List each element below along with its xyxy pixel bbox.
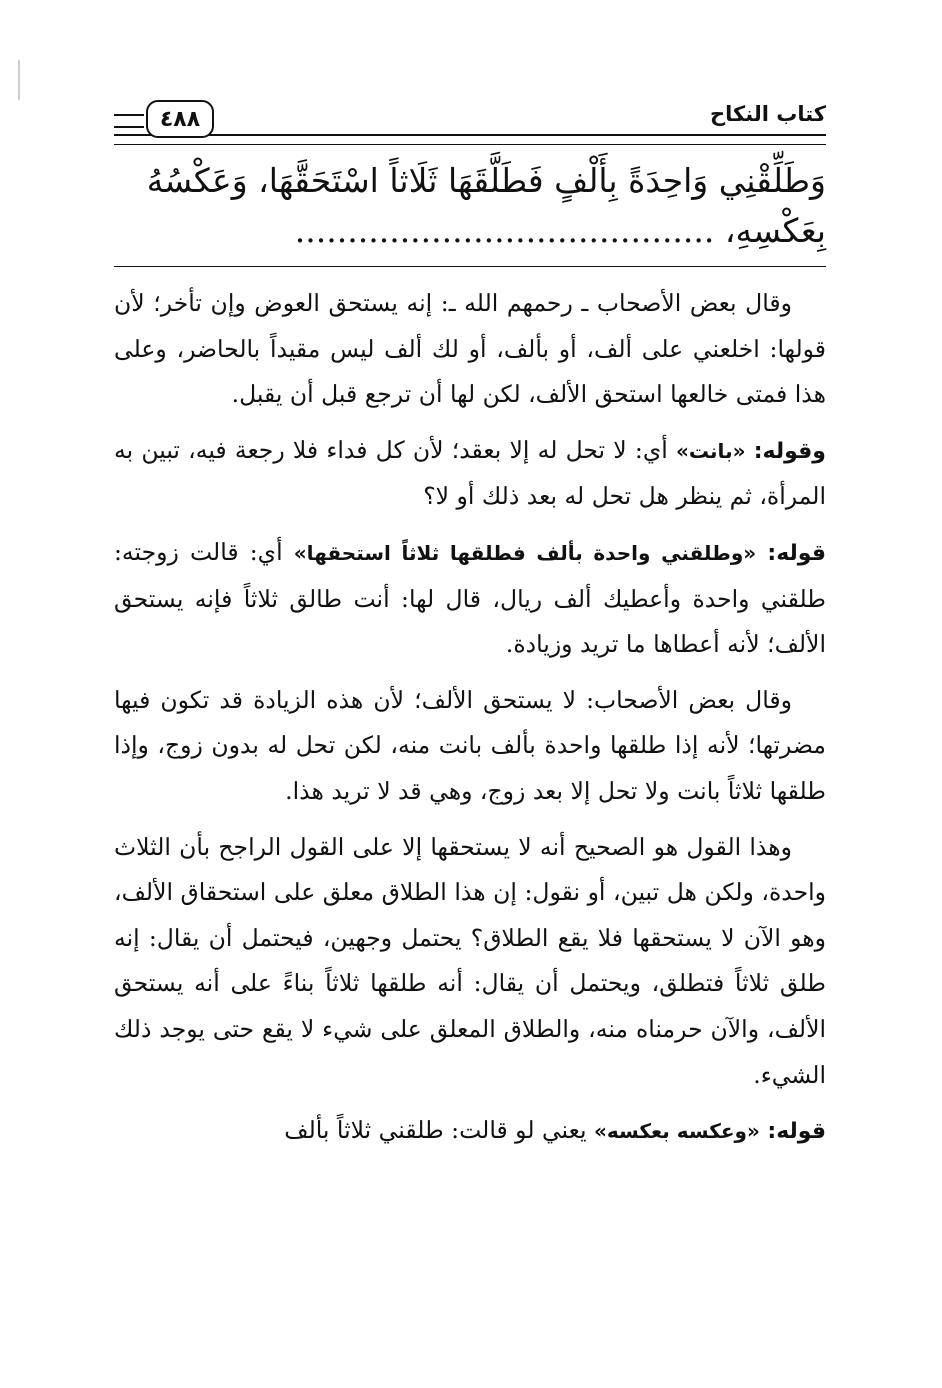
scan-edge-mark [18, 60, 20, 100]
paragraph: وهذا القول هو الصحيح أنه لا يستحقها إلا على القول الراجح بأن الثلاث واحدة، ولكن هل تبين، أو نقول: إن هذا الطلاق معلق على استحقاق الألف، وهو الآن لا يستحقها فلا يقع الطلاق؟ يحتمل وجهين، فيحتمل أن يقال: إنه طلق ثلاثاً فتطلق، ويحتمل أن يقال: أنه طلقها ثلاثاً بناءً على أنه يستحق الألف، والآن حرمناه منه، والطلاق المعلق على شيء لا يقع حتى يوجد ذلك الشيء. [114, 832, 826, 1089]
paragraph-text: أي: قالت زوجته: طلقني واحدة وأعطيك ألف ريال، قال لها: أنت طالق ثلاثاً فإنه يستحق الألف؛ لأنه أعطاها ما تريد وزيادة. [114, 537, 826, 659]
header-rule [114, 134, 826, 145]
paragraph [114, 530, 826, 668]
paragraph-text: يعني لو قالت: طلقني ثلاثاً بألف [284, 1116, 594, 1145]
page-number: ٤٨٨ [146, 100, 214, 138]
matn-text [114, 156, 826, 256]
header-rule-left [114, 114, 144, 128]
quoted-matn: «وطلقني واحدة بألف فطلقها ثلاثاً استحقها» [293, 540, 757, 565]
quote-label: قوله: [767, 1119, 826, 1145]
running-head [114, 92, 826, 150]
paragraph-text: أي: لا تحل له إلا بعقد؛ لأن كل فداء فلا رجعة فيه، تبين به المرأة، ثم ينظر هل تحل له بعد ذلك أو لا؟ [114, 435, 826, 511]
paragraph [114, 428, 826, 520]
paragraph: وقال بعض الأصحاب: لا يستحق الألف؛ لأن هذه الزيادة قد تكون فيها مضرتها؛ لأنه إذا طلقها واحدة بألف بانت منه، لكن تحل له بدون زوج، وإذا طلقها ثلاثاً بانت ولا تحل إلا بعد زوج، وهي قد لا تريد هذا. [114, 685, 826, 805]
quoted-matn: «وعكسه بعكسه» [593, 1119, 760, 1144]
paragraph [114, 1108, 826, 1155]
quoted-matn: «بانت» [675, 438, 746, 463]
matn-line: وَطَلِّقْنِي وَاحِدَةً بِأَلْفٍ فَطَلَّقَهَا ثَلَاثاً اسْتَحَقَّهَا، وَعَكْسُهُ [146, 161, 826, 200]
quote-label: وقوله: [753, 438, 826, 464]
commentary [114, 281, 826, 1155]
matn-line: بِعَكْسِهِ، ........................................ [294, 211, 826, 250]
matn-separator [114, 266, 826, 267]
book-page [114, 92, 826, 1155]
quote-label: قوله: [767, 540, 826, 566]
book-title: كتاب النكاح [710, 102, 826, 126]
paragraph: وقال بعض الأصحاب ـ رحمهم الله ـ: إنه يستحق العوض وإن تأخر؛ لأن قولها: اخلعني على ألف، أو بألف، أو لك ألف ليس مقيداً بالحاضر، وعلى هذا فمتى خالعها استحق الألف، لكن لها أن ترجع قبل أن يقبل. [114, 289, 826, 409]
